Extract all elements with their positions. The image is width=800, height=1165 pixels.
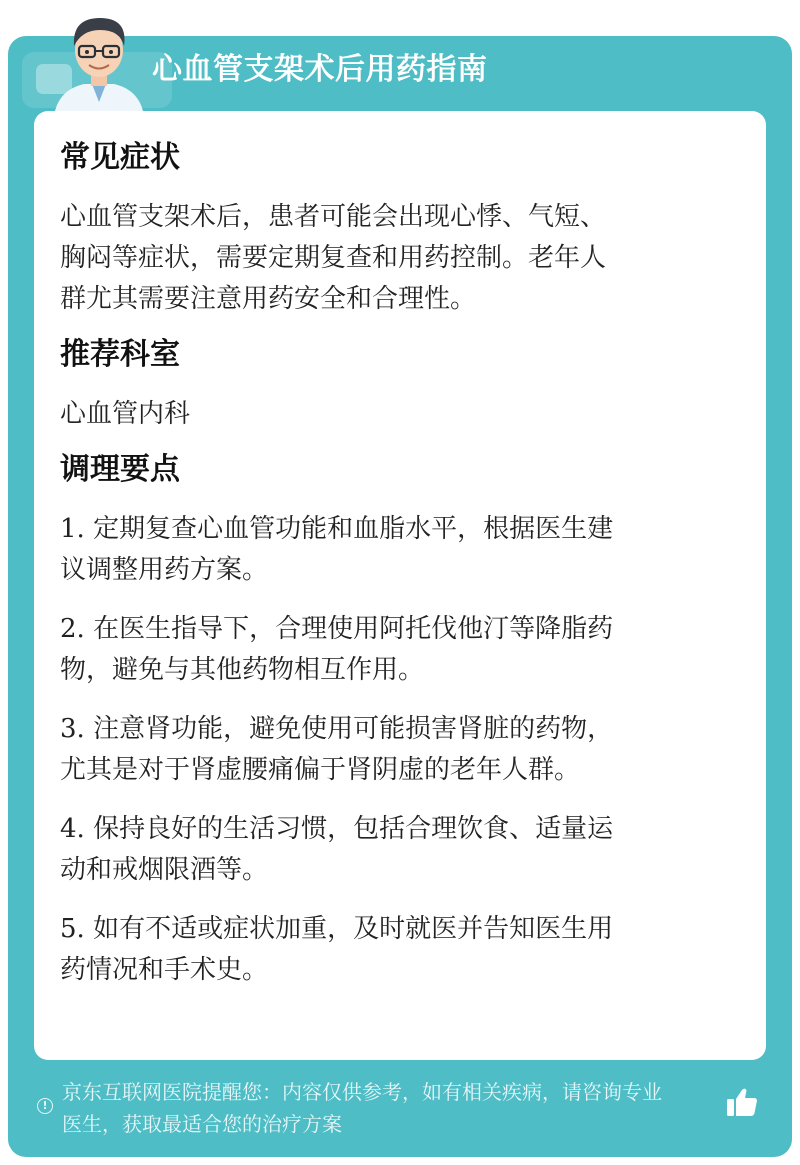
tip-line (60, 709, 736, 750)
tip-item-1 (60, 509, 736, 591)
tip-item-4 (60, 809, 736, 891)
tip-text: 定期复查心血管功能和血脂水平，根据医生建 (93, 514, 614, 544)
symptoms-line: 胸闷等症状，需要定期复查和用药控制。老年人 (60, 243, 607, 273)
footer-disclaimer (36, 1076, 762, 1140)
tip-line (60, 609, 736, 650)
department-title: 推荐科室 (60, 337, 180, 372)
tip-text: 如有不适或症状加重，及时就医并告知医生用 (93, 914, 614, 944)
tip-line: 动和戒烟限酒等。 (60, 855, 269, 885)
tip-number: 4. (60, 814, 85, 844)
tip-line: 物，避免与其他药物相互作用。 (60, 655, 425, 685)
tip-number: 5. (60, 914, 85, 944)
info-icon: ! (37, 1098, 53, 1114)
tip-number: 2. (60, 614, 85, 644)
tip-line (60, 909, 736, 950)
tip-number: 1. (60, 514, 85, 544)
tip-line: 尤其是对于肾虚腰痛偏于肾阴虚的老年人群。 (60, 755, 581, 785)
content-card (34, 111, 766, 1060)
tips-title: 调理要点 (60, 452, 180, 487)
footer-line: 京东互联网医院提醒您：内容仅供参考，如有相关疾病，请咨询专业 (62, 1080, 662, 1104)
tip-item-5 (60, 909, 736, 991)
page-title: 心血管支架术后用药指南 (152, 52, 488, 87)
tip-line: 议调整用药方案。 (60, 555, 269, 585)
symptoms-title: 常见症状 (60, 140, 180, 175)
tip-item-2 (60, 609, 736, 691)
thumbs-up-icon[interactable] (723, 1084, 761, 1122)
department-text: 心血管内科 (60, 399, 191, 429)
tip-text: 在医生指导下，合理使用阿托伐他汀等降脂药 (93, 614, 614, 644)
symptoms-text (60, 197, 736, 320)
tip-text: 注意肾功能，避免使用可能损害肾脏的药物， (93, 714, 614, 744)
tip-number: 3. (60, 714, 85, 744)
tip-item-3 (60, 709, 736, 791)
footer-line: 医生，获取最适合您的治疗方案 (62, 1112, 342, 1136)
tip-line: 药情况和手术史。 (60, 955, 269, 985)
tip-line (60, 509, 736, 550)
tip-text: 保持良好的生活习惯，包括合理饮食、适量运 (93, 814, 614, 844)
symptoms-line: 群尤其需要注意用药安全和合理性。 (60, 284, 477, 314)
content-body (60, 137, 736, 991)
symptoms-line: 心血管支架术后，患者可能会出现心悸、气短、 (60, 202, 607, 232)
doctor-avatar-icon (44, 6, 154, 116)
tip-line (60, 809, 736, 850)
